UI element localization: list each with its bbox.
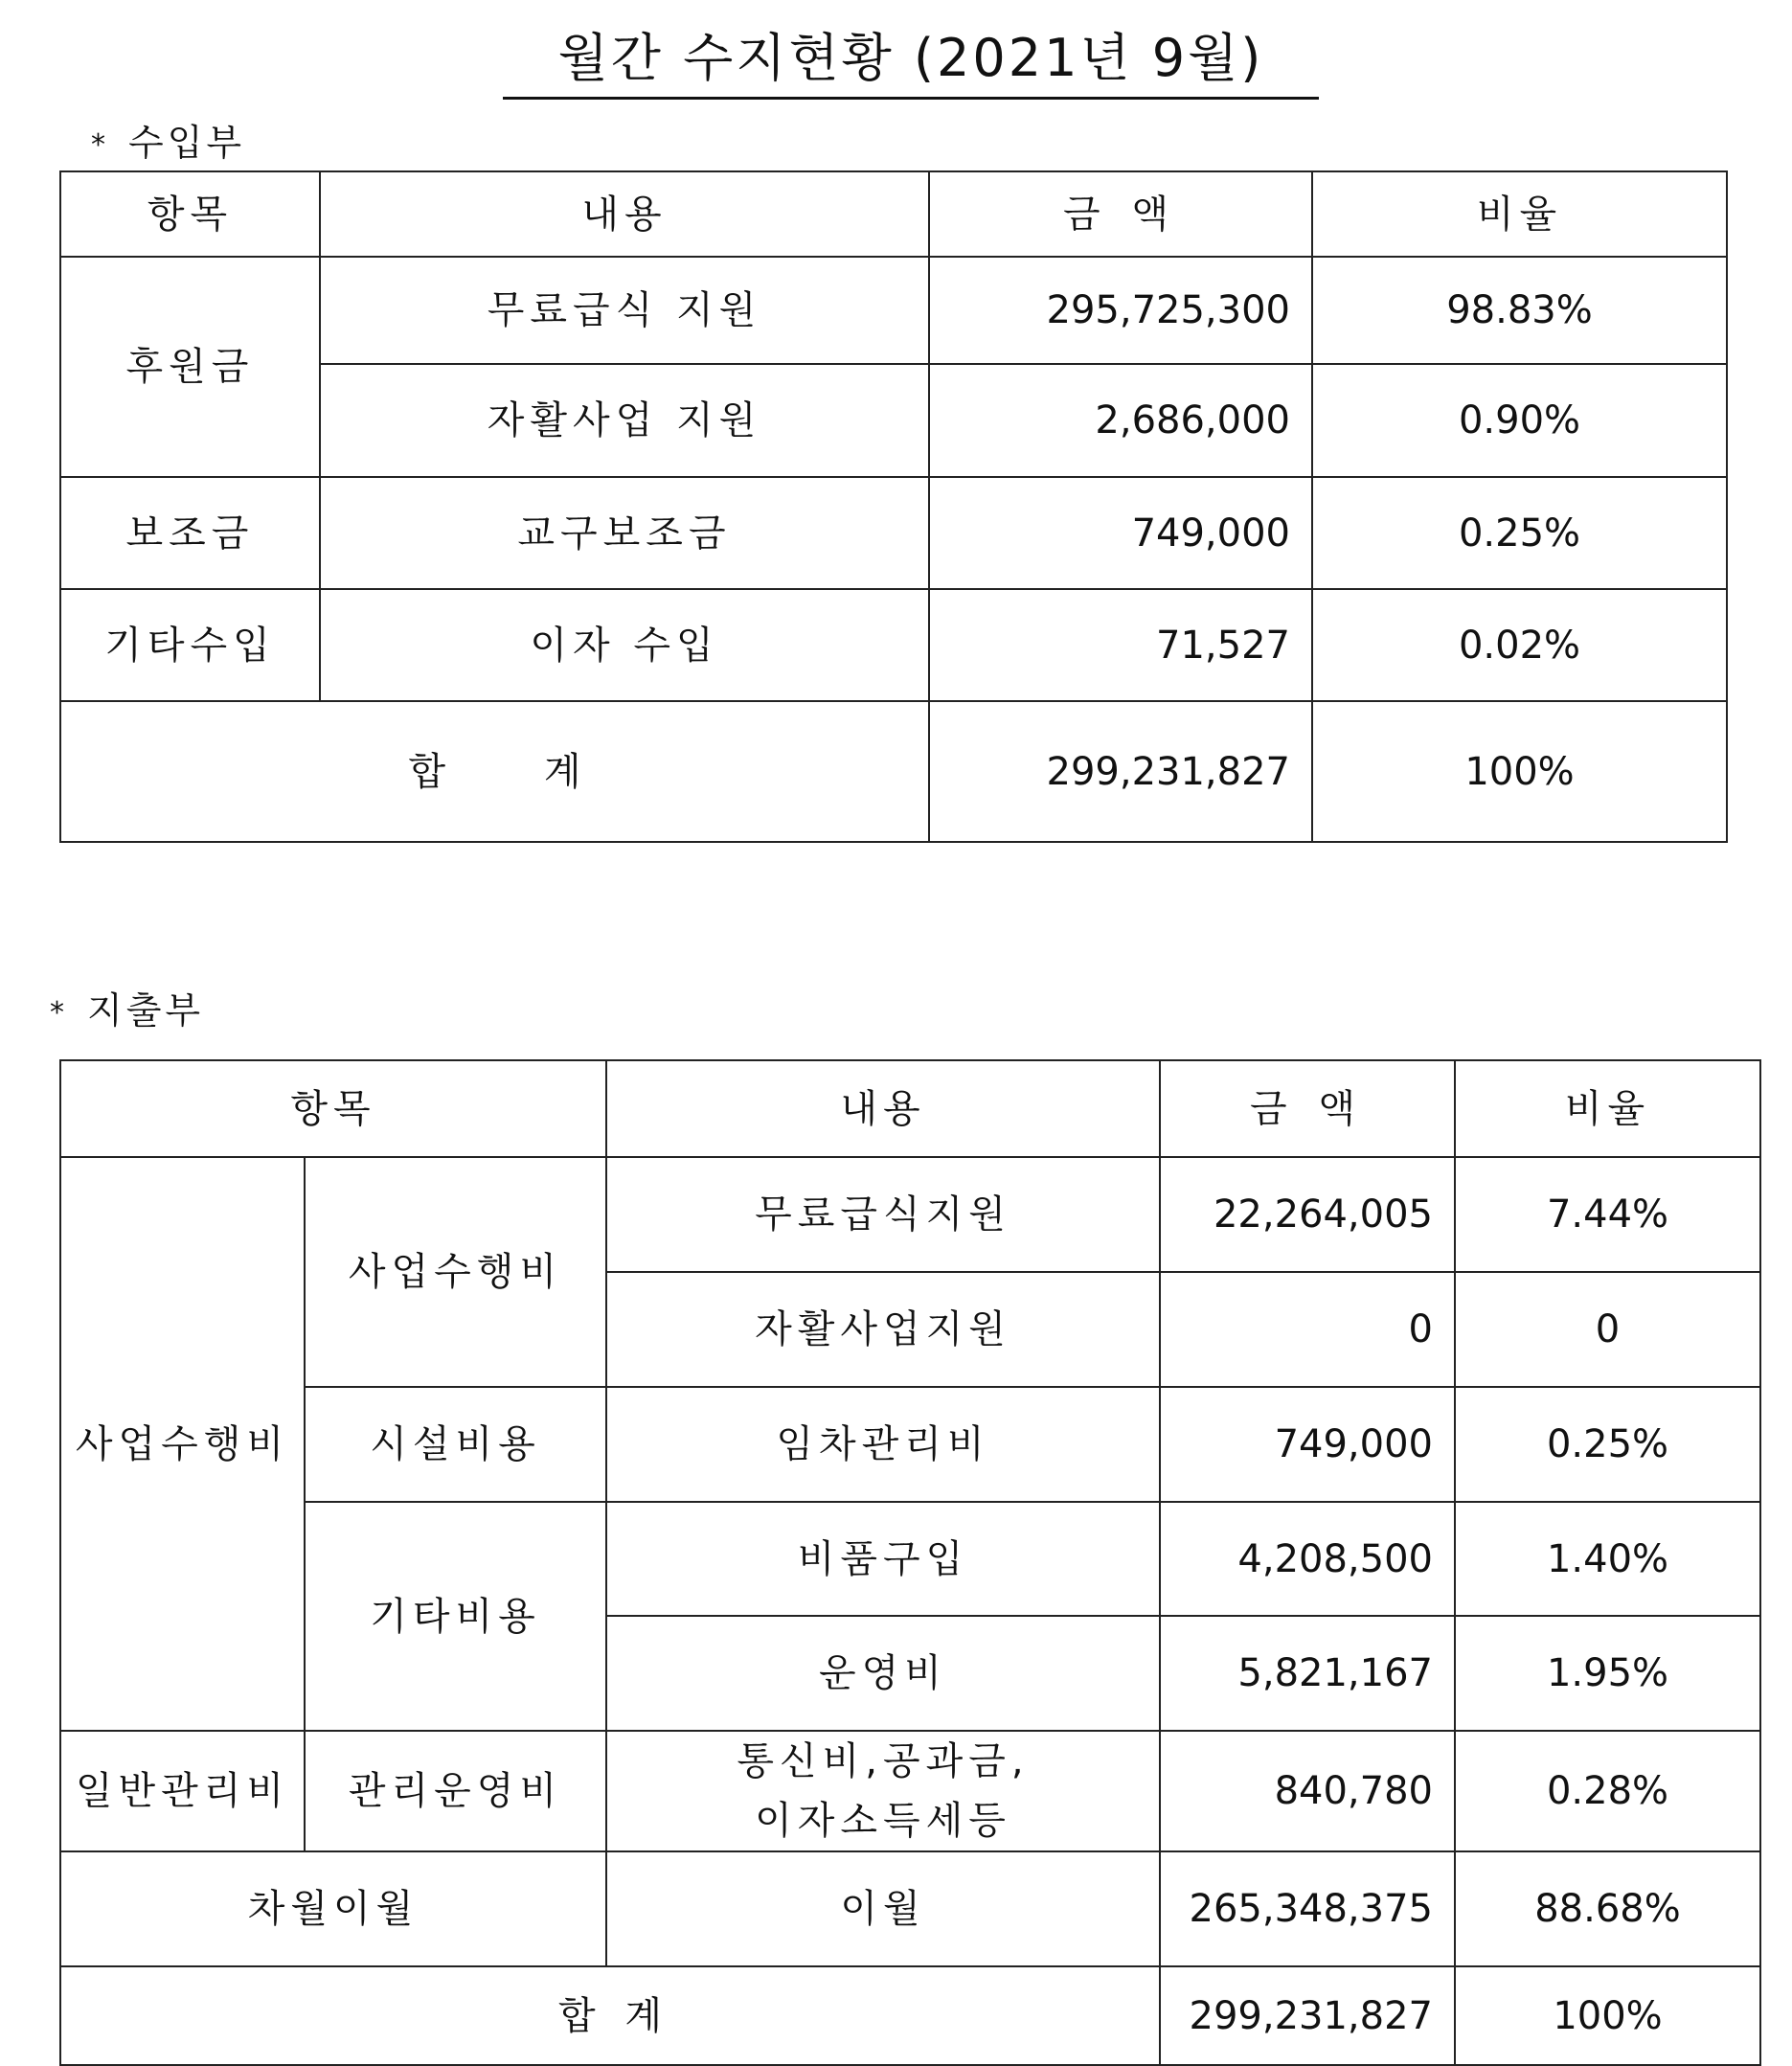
page-title: 월간 수지현황 (2021년 9월) <box>503 17 1319 100</box>
table-row <box>60 477 1727 589</box>
content-cell: 임차관리비 <box>606 1387 1160 1502</box>
total-ratio: 100% <box>1312 701 1727 842</box>
total-amount: 299,231,827 <box>929 701 1312 842</box>
ratio-cell: 7.44% <box>1455 1157 1760 1272</box>
header-amount: 금 액 <box>1160 1060 1455 1157</box>
amount-cell: 0 <box>1160 1272 1455 1387</box>
income-section-label <box>91 113 245 166</box>
content-cell: 운영비 <box>606 1616 1160 1731</box>
table-row <box>60 1851 1760 1966</box>
subgroup-other: 기타비용 <box>305 1502 606 1731</box>
category-cell: 기타수입 <box>60 589 320 701</box>
group-general: 일반관리비 <box>60 1731 305 1851</box>
content-cell: 이자 수입 <box>320 589 929 701</box>
content-cell: 교구보조금 <box>320 477 929 589</box>
header-ratio: 비율 <box>1455 1060 1760 1157</box>
total-label: 합 계 <box>60 1966 1160 2065</box>
ratio-cell: 0.25% <box>1312 477 1727 589</box>
subgroup-facility: 시설비용 <box>305 1387 606 1502</box>
amount-cell: 22,264,005 <box>1160 1157 1455 1272</box>
table-row <box>60 589 1727 701</box>
header-ratio: 비율 <box>1312 171 1727 257</box>
content-cell: 자활사업 지원 <box>320 364 929 477</box>
income-table <box>59 170 1728 843</box>
subgroup-management: 관리운영비 <box>305 1731 606 1851</box>
amount-cell: 4,208,500 <box>1160 1502 1455 1616</box>
table-row <box>60 1731 1760 1851</box>
asterisk-icon: * <box>50 996 68 1030</box>
category-cell: 후원금 <box>60 257 320 477</box>
ratio-cell: 0 <box>1455 1272 1760 1387</box>
expense-header-row <box>60 1060 1760 1157</box>
ratio-cell: 1.40% <box>1455 1502 1760 1616</box>
amount-cell: 265,348,375 <box>1160 1851 1455 1966</box>
ratio-cell: 0.25% <box>1455 1387 1760 1502</box>
content-cell: 무료급식지원 <box>606 1157 1160 1272</box>
header-content: 내용 <box>320 171 929 257</box>
expense-section-label <box>50 981 204 1033</box>
header-item: 항목 <box>60 171 320 257</box>
asterisk-icon: * <box>91 128 109 162</box>
ratio-cell: 98.83% <box>1312 257 1727 364</box>
content-cell: 이월 <box>606 1851 1160 1966</box>
amount-cell: 749,000 <box>929 477 1312 589</box>
content-cell: 자활사업지원 <box>606 1272 1160 1387</box>
ratio-cell: 0.90% <box>1312 364 1727 477</box>
expense-table <box>59 1059 1761 2066</box>
table-row <box>60 257 1727 364</box>
table-row <box>60 1502 1760 1616</box>
content-line: 통신비,공과금, <box>737 1739 1030 1783</box>
ratio-cell: 1.95% <box>1455 1616 1760 1731</box>
content-cell: 무료급식 지원 <box>320 257 929 364</box>
total-ratio: 100% <box>1455 1966 1760 2065</box>
content-line: 이자소득세등 <box>755 1799 1011 1843</box>
category-cell: 보조금 <box>60 477 320 589</box>
amount-cell: 5,821,167 <box>1160 1616 1455 1731</box>
amount-cell: 749,000 <box>1160 1387 1455 1502</box>
income-total-row <box>60 701 1727 842</box>
content-cell: 비품구입 <box>606 1502 1160 1616</box>
subgroup-business: 사업수행비 <box>305 1157 606 1387</box>
ratio-cell: 0.02% <box>1312 589 1727 701</box>
total-amount: 299,231,827 <box>1160 1966 1455 2065</box>
group-business: 사업수행비 <box>60 1157 305 1731</box>
ratio-cell: 0.28% <box>1455 1731 1760 1851</box>
table-row <box>60 1157 1760 1272</box>
amount-cell: 71,527 <box>929 589 1312 701</box>
amount-cell: 2,686,000 <box>929 364 1312 477</box>
header-item: 항목 <box>60 1060 606 1157</box>
content-cell <box>606 1731 1160 1851</box>
expense-label: 지출부 <box>87 989 205 1032</box>
total-label: 합 계 <box>60 701 929 842</box>
ratio-cell: 88.68% <box>1455 1851 1760 1966</box>
header-amount: 금 액 <box>929 171 1312 257</box>
amount-cell: 295,725,300 <box>929 257 1312 364</box>
table-row <box>60 1387 1760 1502</box>
expense-total-row <box>60 1966 1760 2065</box>
amount-cell: 840,780 <box>1160 1731 1455 1851</box>
header-content: 내용 <box>606 1060 1160 1157</box>
income-label: 수입부 <box>128 122 246 164</box>
income-header-row <box>60 171 1727 257</box>
group-carryover: 차월이월 <box>60 1851 606 1966</box>
